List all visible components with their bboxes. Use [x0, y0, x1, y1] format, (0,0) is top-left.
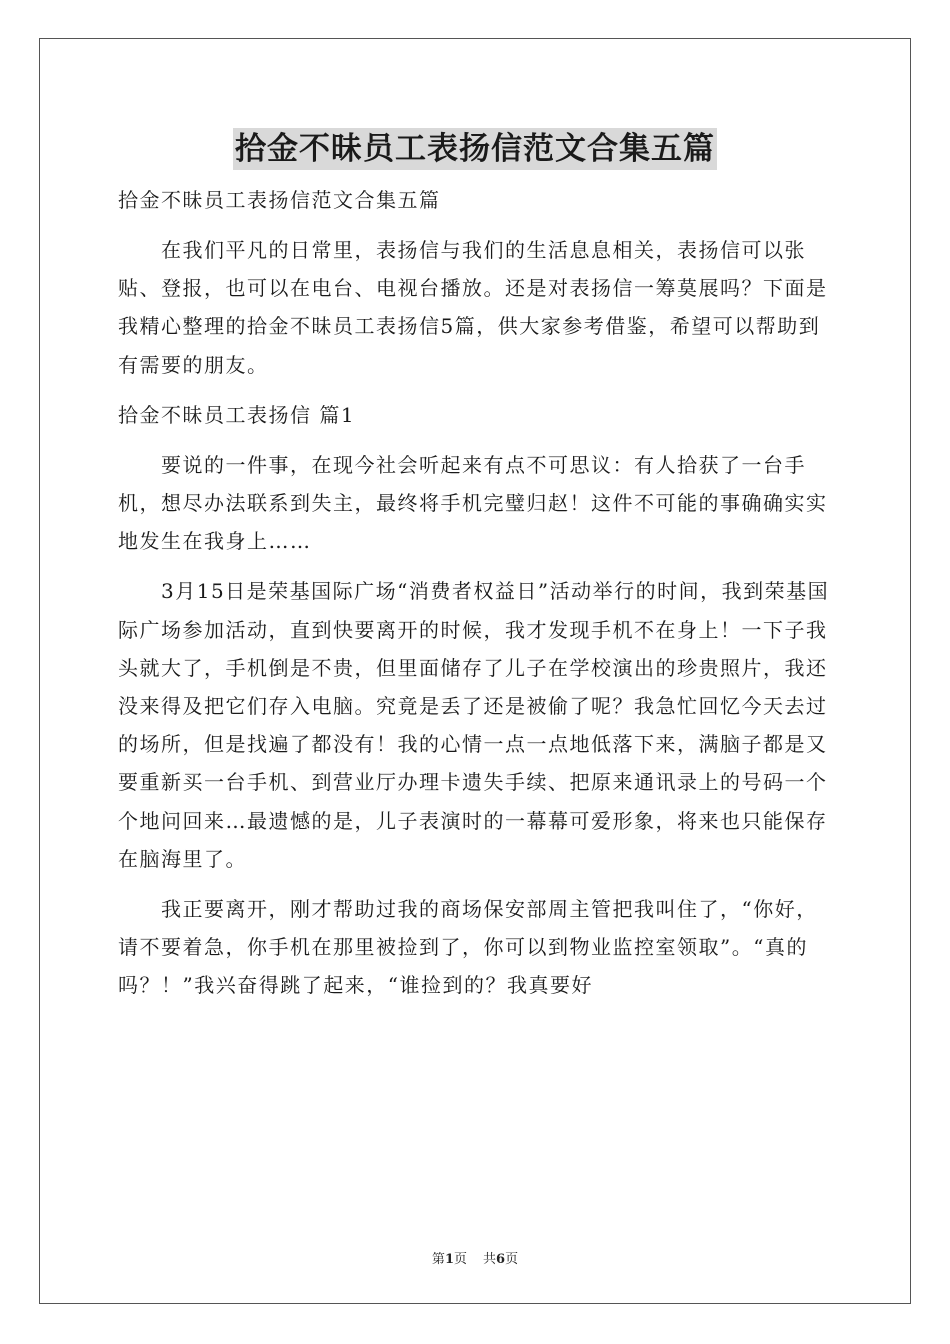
page-current: 1 — [444, 1252, 454, 1267]
document-body — [118, 181, 833, 1017]
document-subtitle: 拾金不昧员工表扬信范文合集五篇 — [118, 188, 441, 212]
body-paragraph-3: 我正要离开，刚才帮助过我的商场保安部周主管把我叫住了，“你好，请不要着急，你手机在那里被捡到了，你可以到物业监控室领取”。“真的吗？！”我兴奋得跳了起来，“谁捡到的？我真要好 — [118, 897, 818, 998]
total-prefix: 共 — [483, 1252, 497, 1267]
page-footer — [0, 1248, 950, 1267]
document-title-text: 拾金不昧员工表扬信范文合集五篇 — [233, 128, 717, 170]
section-heading: 拾金不昧员工表扬信 篇1 — [118, 402, 356, 427]
body-paragraph-2: 3月15日是荣基国际广场“消费者权益日”活动举行的时间，我到荣基国际广场参加活动，直到快要离开的时候，我才发现手机不在身上！一下子我头就大了，手机倒是不贵，但里面储存了儿子在学校演出的珍贵照片，我还没来得及把它们存入电脑。究竟是丢了还是被偷了呢？我急忙回忆今天去过的场所，但是找遍了都没有！我的心情一点一点地低落下来，满脑子都是又要重新买一台手机、到营业厅办理卡遗失手续、把原来通讯录上的号码一个个地问回来…最遗憾的是，儿子表演时的一幕幕可爱形象，将来也只能保存在脑海里了。 — [118, 579, 830, 871]
page-total: 6 — [496, 1252, 506, 1267]
page-suffix: 页 — [453, 1252, 467, 1267]
page-prefix: 第 — [431, 1252, 445, 1267]
total-suffix: 页 — [505, 1252, 519, 1267]
body-paragraph-1: 要说的一件事，在现今社会听起来有点不可思议：有人拾获了一台手机，想尽办法联系到失主，最终将手机完璧归赵！这件不可能的事确确实实地发生在我身上…… — [118, 452, 828, 554]
document-title — [0, 128, 950, 170]
intro-paragraph: 在我们平凡的日常里，表扬信与我们的生活息息相关，表扬信可以张贴、登报，也可以在电台、电视台播放。还是对表扬信一筹莫展吗？下面是我精心整理的拾金不昧员工表扬信5篇，供大家参考借鉴，希望可以帮助到有需要的朋友。 — [118, 238, 828, 377]
